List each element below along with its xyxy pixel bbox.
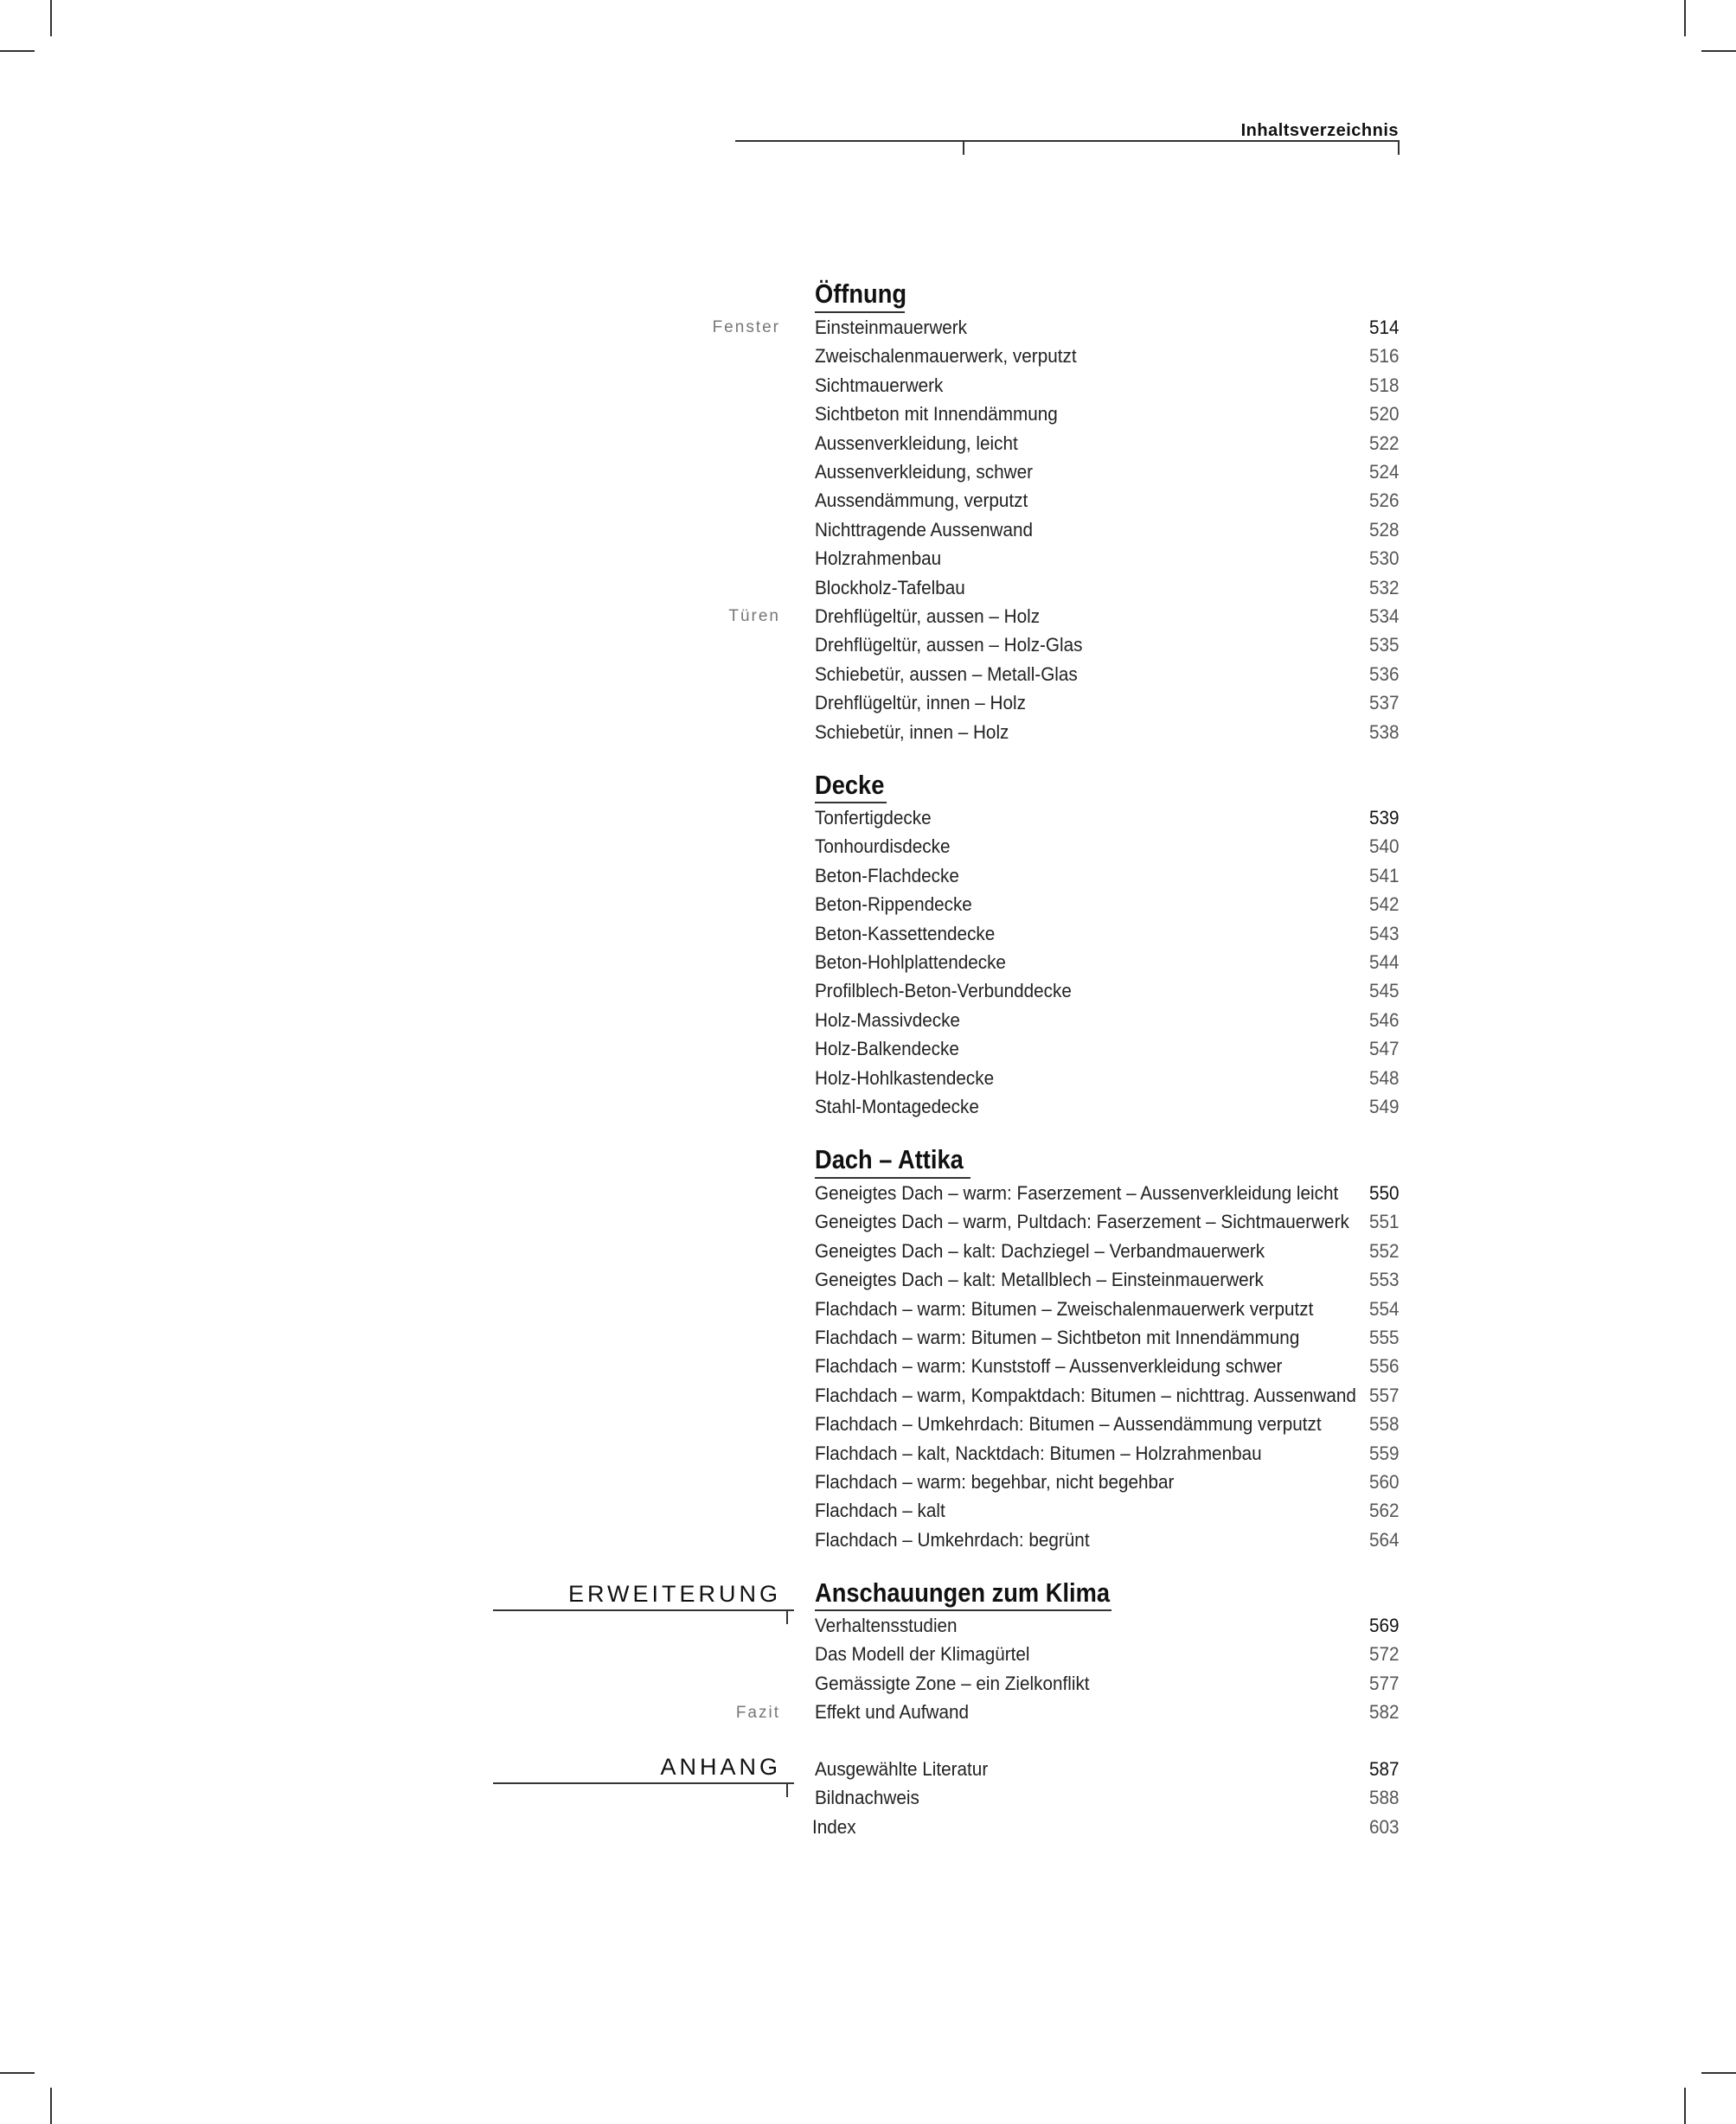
entry-page: 558 — [1369, 1413, 1400, 1436]
entry-title: Flachdach – warm, Kompaktdach: Bitumen – nichttrag. Aussenwand — [815, 1384, 1356, 1406]
entry-title: Schiebetür, aussen – Metall-Glas — [815, 662, 1078, 685]
toc-entry[interactable] — [815, 1468, 1400, 1496]
entry-title: Flachdach – kalt, Nacktdach: Bitumen – Holzrahmenbau — [815, 1442, 1262, 1464]
entry-title: Beton-Kassettendecke — [815, 922, 996, 944]
entry-title: Geneigtes Dach – warm: Faserzement – Aussenverkleidung leicht — [815, 1182, 1339, 1204]
toc-entry[interactable] — [815, 429, 1400, 457]
running-head: Inhaltsverzeichnis — [1240, 121, 1399, 140]
crop-mark — [0, 2072, 35, 2074]
toc-entry[interactable] — [815, 400, 1400, 428]
section-title-klima: Anschauungen zum Klima — [815, 1577, 1111, 1608]
toc-entry[interactable] — [815, 602, 1400, 630]
entry-page: 564 — [1369, 1528, 1400, 1551]
entry-page: 548 — [1369, 1066, 1400, 1089]
entry-title: Aussenverkleidung, schwer — [815, 461, 1033, 483]
toc-entry[interactable] — [815, 486, 1400, 515]
toc-entry[interactable] — [815, 1179, 1400, 1207]
toc-entry[interactable] — [815, 688, 1400, 717]
entry-page: 556 — [1369, 1355, 1400, 1378]
crop-mark — [50, 0, 52, 36]
toc-entry[interactable] — [815, 1526, 1400, 1554]
toc-entry[interactable] — [815, 313, 1400, 342]
toc-entry[interactable] — [815, 1669, 1400, 1698]
entry-page: 520 — [1369, 403, 1400, 425]
entry-page: 528 — [1369, 518, 1400, 541]
entry-title: Effekt und Aufwand — [815, 1701, 970, 1724]
part-label-erweiterung: ERWEITERUNG — [567, 1581, 781, 1607]
entry-page: 541 — [1369, 864, 1400, 886]
entry-title: Holz-Balkendecke — [815, 1038, 959, 1060]
entry-page: 514 — [1369, 317, 1400, 338]
entry-title: Sichtmauerwerk — [815, 374, 944, 396]
entry-page: 545 — [1369, 980, 1400, 1002]
entry-page: 522 — [1369, 432, 1400, 454]
toc-entry[interactable] — [815, 861, 1400, 890]
entry-page: 550 — [1369, 1182, 1400, 1204]
entry-page: 537 — [1369, 692, 1400, 714]
entry-page: 536 — [1369, 662, 1400, 685]
toc-entry[interactable] — [815, 1323, 1400, 1352]
side-label-fazit: Fazit — [735, 1704, 780, 1722]
entry-page: 572 — [1369, 1643, 1400, 1666]
entry-title: Geneigtes Dach – kalt: Dachziegel – Verbandmauerwerk — [815, 1239, 1265, 1262]
entry-title: Index — [812, 1815, 856, 1838]
entry-title: Sichtbeton mit Innendämmung — [815, 403, 1058, 425]
toc-entry[interactable] — [815, 919, 1400, 948]
toc-entry[interactable] — [815, 1611, 1400, 1640]
entry-title: Stahl-Montagedecke — [815, 1096, 979, 1117]
entry-title: Bildnachweis — [815, 1787, 919, 1809]
entry-title: Profilblech-Beton-Verbunddecke — [815, 980, 1072, 1002]
entry-page: 562 — [1369, 1500, 1400, 1522]
toc-entry[interactable] — [815, 1410, 1400, 1438]
entry-page: 547 — [1369, 1038, 1400, 1060]
entry-page: 557 — [1369, 1384, 1400, 1406]
entry-title: Flachdach – warm: Kunststoff – Aussenverkleidung schwer — [815, 1355, 1283, 1378]
toc-entry[interactable] — [815, 660, 1400, 688]
entry-title: Blockholz-Tafelbau — [815, 576, 965, 598]
entry-page: 534 — [1369, 605, 1400, 627]
toc-entry[interactable] — [815, 544, 1400, 573]
toc-entry[interactable] — [815, 976, 1400, 1005]
toc-entry[interactable] — [815, 1698, 1400, 1726]
entry-page: 543 — [1369, 922, 1400, 944]
entry-title: Holzrahmenbau — [815, 547, 942, 570]
crop-mark — [1701, 50, 1736, 52]
part-tick — [786, 1783, 788, 1797]
entry-title: Ausgewählte Literatur — [815, 1758, 989, 1780]
entry-title: Drehflügeltür, aussen – Holz-Glas — [815, 634, 1083, 656]
entry-title: Flachdach – warm: Bitumen – Zweischalenmauerwerk verputzt — [815, 1297, 1314, 1320]
entry-page: 540 — [1369, 835, 1400, 858]
toc-entry[interactable] — [815, 1352, 1400, 1380]
entry-page: 603 — [1369, 1815, 1400, 1838]
entry-title: Beton-Flachdecke — [815, 864, 959, 886]
toc-entry[interactable] — [815, 1381, 1400, 1410]
part-rule — [493, 1782, 794, 1784]
toc-entry[interactable] — [815, 1034, 1400, 1063]
toc-entry[interactable] — [815, 1207, 1400, 1236]
entry-title: Aussendämmung, verputzt — [815, 489, 1028, 512]
entry-page: 559 — [1369, 1442, 1400, 1464]
toc-entry[interactable] — [815, 342, 1400, 370]
entry-page: 538 — [1369, 720, 1400, 743]
entry-title: Schiebetür, innen – Holz — [815, 720, 1009, 743]
toc-entry[interactable] — [815, 948, 1400, 976]
toc-entry[interactable] — [815, 630, 1400, 659]
entry-title: Flachdach – warm: begehbar, nicht begehbar — [815, 1471, 1175, 1493]
toc-entry[interactable] — [815, 1064, 1400, 1092]
toc-entry[interactable] — [815, 1006, 1400, 1034]
running-head-tick — [1398, 141, 1400, 155]
entry-page: 532 — [1369, 576, 1400, 598]
side-label-fenster: Fenster — [712, 318, 780, 336]
entry-title: Tonhourdisdecke — [815, 835, 951, 858]
side-label-tueren: Türen — [728, 607, 780, 625]
entry-title: Flachdach – warm: Bitumen – Sichtbeton mit Innendämmung — [815, 1327, 1300, 1348]
part-rule — [493, 1609, 794, 1611]
entry-page: 535 — [1369, 634, 1400, 656]
toc-entry[interactable] — [815, 1439, 1400, 1468]
section-title-oeffnung: Öffnung — [815, 278, 907, 309]
entry-page: 569 — [1369, 1615, 1400, 1636]
entry-title: Flachdach – kalt — [815, 1500, 945, 1522]
toc-entry[interactable] — [815, 1237, 1400, 1265]
entry-title: Das Modell der Klimagürtel — [815, 1643, 1030, 1666]
entry-page: 518 — [1369, 374, 1400, 396]
entry-title: Flachdach – Umkehrdach: begrünt — [815, 1528, 1090, 1551]
toc-entry[interactable] — [815, 803, 1400, 832]
toc-entry[interactable] — [815, 1783, 1400, 1812]
crop-mark — [0, 50, 35, 52]
entry-title: Verhaltensstudien — [815, 1615, 958, 1636]
toc-entry[interactable] — [815, 1755, 1400, 1783]
toc-entry[interactable] — [815, 515, 1400, 544]
toc-entry[interactable] — [815, 1640, 1400, 1668]
toc-entry[interactable] — [815, 890, 1400, 918]
entry-page: 588 — [1369, 1787, 1400, 1809]
entry-title: Geneigtes Dach – warm, Pultdach: Faserzement – Sichtmauerwerk — [815, 1211, 1349, 1233]
entry-page: 555 — [1369, 1327, 1400, 1348]
entry-page: 549 — [1369, 1096, 1400, 1117]
entry-title: Gemässigte Zone – ein Zielkonflikt — [815, 1672, 1090, 1694]
running-head-tick — [963, 141, 964, 155]
part-tick — [786, 1610, 788, 1624]
entry-title: Holz-Hohlkastendecke — [815, 1066, 995, 1089]
toc-entry[interactable] — [812, 1813, 1400, 1841]
part-label-anhang: ANHANG — [660, 1754, 781, 1780]
entry-title: Nichttragende Aussenwand — [815, 518, 1034, 541]
entry-page: 551 — [1369, 1211, 1400, 1233]
entry-title: Aussenverkleidung, leicht — [815, 432, 1018, 454]
entry-page: 516 — [1369, 345, 1400, 368]
entry-page: 554 — [1369, 1297, 1400, 1320]
entry-title: Einsteinmauerwerk — [815, 317, 968, 338]
toc-entry[interactable] — [815, 573, 1400, 602]
entry-page: 587 — [1369, 1758, 1400, 1780]
section-title-decke: Decke — [815, 770, 885, 800]
crop-mark — [1701, 2072, 1736, 2074]
entry-title: Flachdach – Umkehrdach: Bitumen – Aussendämmung verputzt — [815, 1413, 1322, 1436]
entry-title: Drehflügeltür, aussen – Holz — [815, 605, 1041, 627]
entry-title: Zweischalenmauerwerk, verputzt — [815, 345, 1077, 368]
crop-mark — [1684, 0, 1686, 36]
entry-page: 526 — [1369, 489, 1400, 512]
entry-page: 542 — [1369, 893, 1400, 916]
entry-page: 546 — [1369, 1008, 1400, 1031]
crop-mark — [50, 2088, 52, 2124]
entry-page: 560 — [1369, 1471, 1400, 1493]
entry-page: 539 — [1369, 807, 1400, 828]
toc-entry[interactable] — [815, 718, 1400, 746]
entry-page: 577 — [1369, 1672, 1400, 1694]
entry-title: Holz-Massivdecke — [815, 1008, 960, 1031]
toc-entry[interactable] — [815, 1496, 1400, 1525]
toc-entry[interactable] — [815, 1265, 1400, 1294]
toc-entry[interactable] — [815, 832, 1400, 860]
entry-page: 552 — [1369, 1239, 1400, 1262]
entry-title: Drehflügeltür, innen – Holz — [815, 692, 1026, 714]
toc-entry[interactable] — [815, 371, 1400, 400]
toc-entry[interactable] — [815, 457, 1400, 486]
entry-page: 553 — [1369, 1269, 1400, 1291]
entry-title: Beton-Rippendecke — [815, 893, 972, 916]
toc-entry[interactable] — [815, 1295, 1400, 1323]
entry-title: Tonfertigdecke — [815, 807, 932, 828]
entry-page: 530 — [1369, 547, 1400, 570]
crop-mark — [1684, 2088, 1686, 2124]
toc-entry[interactable] — [815, 1092, 1400, 1121]
entry-page: 544 — [1369, 951, 1400, 973]
entry-title: Beton-Hohlplattendecke — [815, 951, 1006, 973]
entry-page: 582 — [1369, 1701, 1400, 1724]
running-head-rule — [735, 140, 1400, 142]
entry-title: Geneigtes Dach – kalt: Metallblech – Einsteinmauerwerk — [815, 1269, 1264, 1291]
section-title-dach-attika: Dach – Attika — [815, 1144, 964, 1174]
entry-page: 524 — [1369, 461, 1400, 483]
